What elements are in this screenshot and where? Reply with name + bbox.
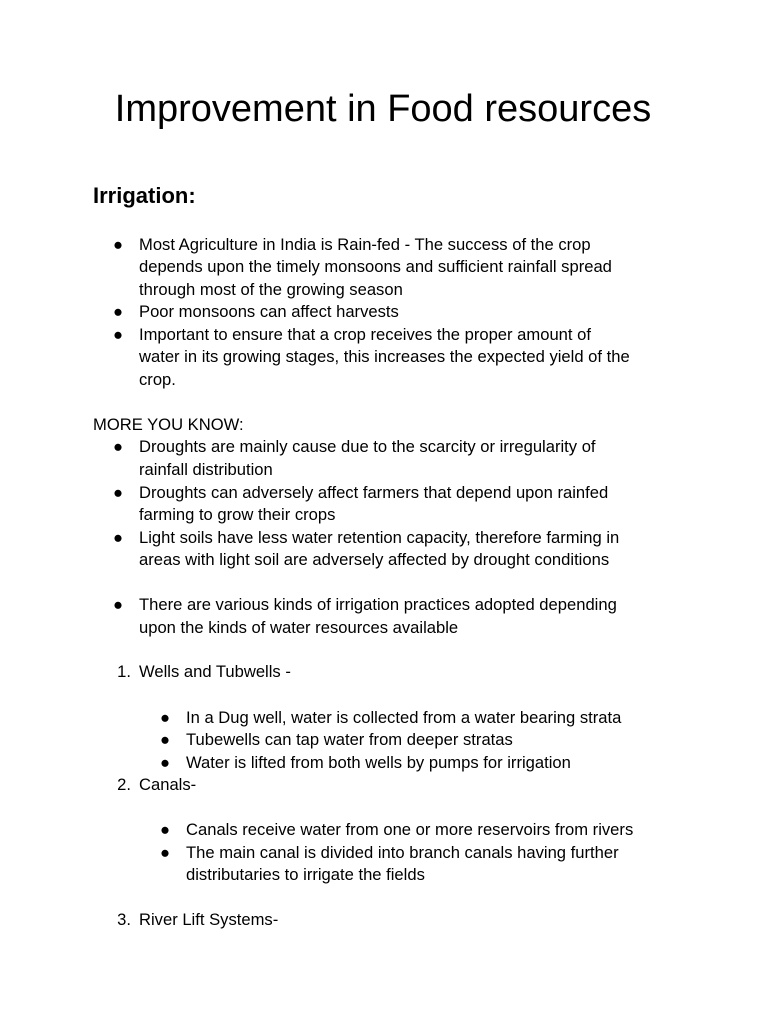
bullet-icon: ● (113, 595, 124, 614)
irrigation-heading: Irrigation: (93, 183, 196, 208)
numbered-item-label: Wells and Tubwells - (139, 662, 291, 681)
bullet-icon: ● (160, 820, 171, 839)
list-item-line: Canals receive water from one or more reservoirs from rivers (186, 820, 634, 839)
bullet-icon: ● (160, 730, 171, 749)
list-item-line: The main canal is divided into branch canals having further (186, 843, 619, 862)
list-item-line: Most Agriculture in India is Rain-fed - The success of the crop (139, 235, 591, 254)
list-item-line: Water is lifted from both wells by pumps for irrigation (186, 753, 571, 772)
bullet-icon: ● (113, 528, 124, 547)
list-item-line: Droughts are mainly cause due to the scarcity or irregularity of (139, 437, 596, 456)
list-number: 3. (117, 910, 131, 929)
list-item-line: Tubewells can tap water from deeper stratas (186, 730, 513, 749)
bullet-icon: ● (113, 325, 124, 344)
list-number: 1. (117, 662, 131, 681)
more-you-know-label: MORE YOU KNOW: (93, 415, 244, 434)
list-item-line: areas with light soil are adversely affected by drought conditions (139, 550, 610, 569)
list-item-line: There are various kinds of irrigation practices adopted depending (139, 595, 617, 614)
bullet-icon: ● (160, 708, 171, 727)
list-item-line: depends upon the timely monsoons and sufficient rainfall spread (139, 257, 612, 276)
list-item-line: rainfall distribution (139, 460, 273, 479)
list-number: 2. (117, 775, 131, 794)
list-item-line: Poor monsoons can affect harvests (139, 302, 399, 321)
bullet-icon: ● (160, 753, 171, 772)
numbered-item-label: Canals- (139, 775, 197, 794)
list-item-line: In a Dug well, water is collected from a water bearing strata (186, 708, 622, 727)
list-item-line: Important to ensure that a crop receives the proper amount of (139, 325, 591, 344)
list-item-line: through most of the growing season (139, 280, 403, 299)
list-item-line: crop. (139, 370, 176, 389)
bullet-icon: ● (113, 235, 124, 254)
numbered-item-label: River Lift Systems- (139, 910, 279, 929)
bullet-icon: ● (113, 483, 124, 502)
list-item-line: Light soils have less water retention capacity, therefore farming in (139, 528, 620, 547)
list-item-line: water in its growing stages, this increases the expected yield of the (139, 347, 630, 366)
list-item-line: Droughts can adversely affect farmers that depend upon rainfed (139, 483, 609, 502)
bullet-icon: ● (113, 437, 124, 456)
list-item-line: farming to grow their crops (139, 505, 336, 524)
bullet-icon: ● (160, 843, 171, 862)
bullet-icon: ● (113, 302, 124, 321)
page-title: Improvement in Food resources (114, 88, 652, 130)
list-item-line: distributaries to irrigate the fields (186, 865, 425, 884)
list-item-line: upon the kinds of water resources available (139, 618, 459, 637)
